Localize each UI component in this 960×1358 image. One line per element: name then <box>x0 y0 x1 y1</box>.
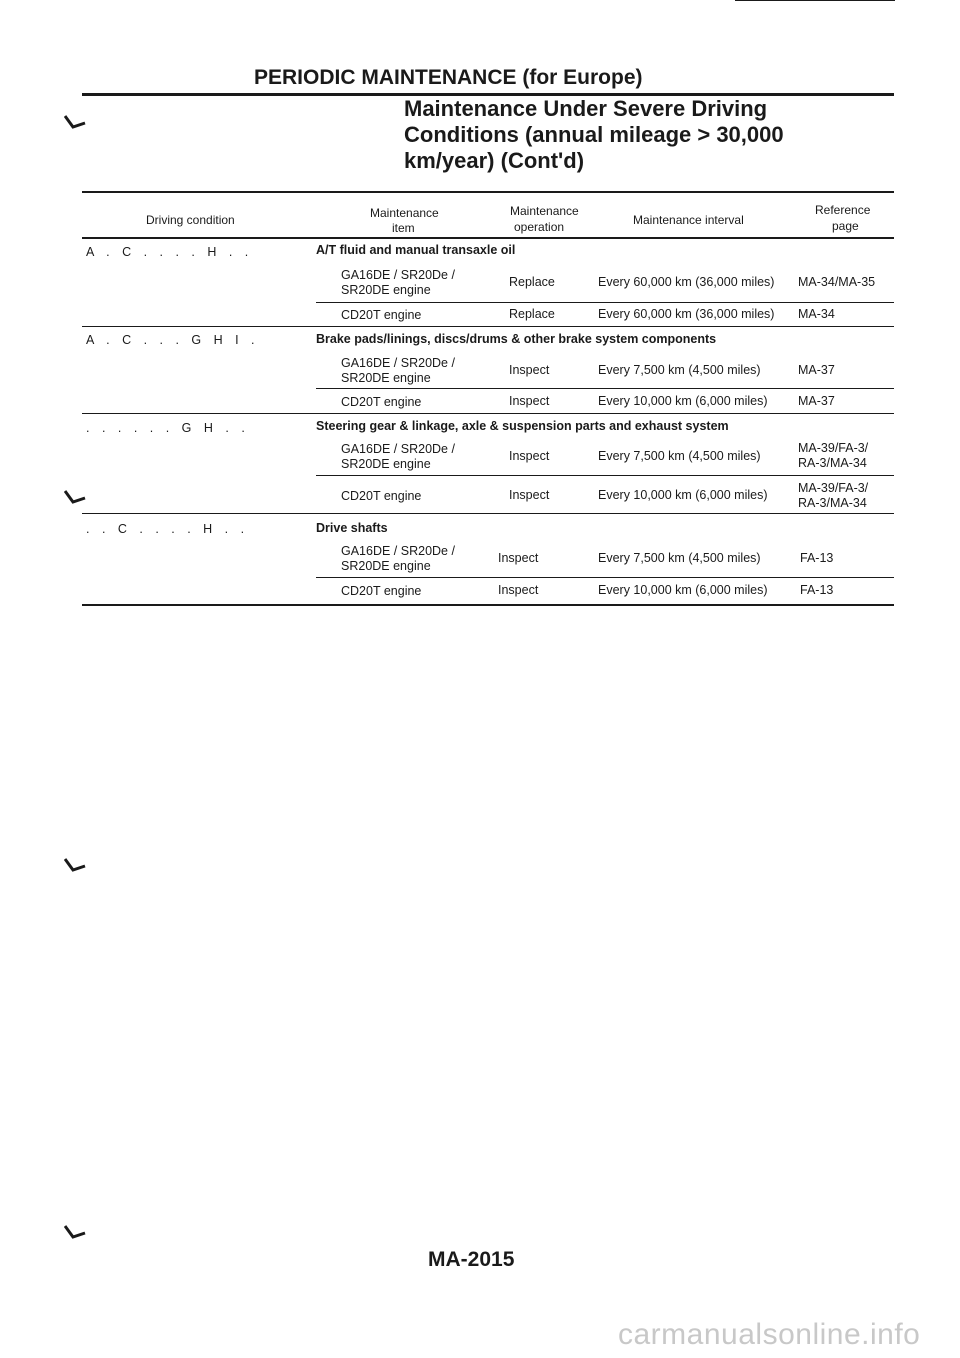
page-number: MA-2015 <box>428 1248 515 1271</box>
table-top-rule <box>82 191 894 193</box>
reference-line-1: MA-39/FA-3/ <box>798 441 869 455</box>
col-header-reference-2: page <box>832 219 859 233</box>
operation: Inspect <box>509 394 550 408</box>
subtitle-line-3: km/year) (Cont'd) <box>404 148 585 173</box>
operation: Inspect <box>509 449 550 463</box>
top-edge-line <box>735 0 895 1</box>
interval: Every 7,500 km (4,500 miles) <box>598 551 761 565</box>
col-header-driving-condition: Driving condition <box>146 213 235 227</box>
item-line-2: SR20DE engine <box>341 371 431 385</box>
reference: MA-34/MA-35 <box>798 275 876 289</box>
reference-line-2: RA-3/MA-34 <box>798 496 867 510</box>
item-line-2: SR20DE engine <box>341 457 431 471</box>
margin-mark <box>64 858 86 872</box>
row-divider <box>316 577 894 578</box>
group-divider <box>82 413 894 414</box>
operation: Replace <box>509 307 555 321</box>
operation: Replace <box>509 275 555 289</box>
section-title: PERIODIC MAINTENANCE (for Europe) <box>254 66 643 89</box>
watermark: carmanualsonline.info <box>618 1318 921 1351</box>
interval: Every 7,500 km (4,500 miles) <box>598 449 761 463</box>
interval: Every 10,000 km (6,000 miles) <box>598 488 768 502</box>
reference-line-1: MA-39/FA-3/ <box>798 481 869 495</box>
item-line-2: SR20DE engine <box>341 283 431 297</box>
subtitle-line-1: Maintenance Under Severe Driving <box>404 96 768 121</box>
item-line-2: SR20DE engine <box>341 559 431 573</box>
row-divider <box>316 388 894 389</box>
col-header-item-2: item <box>392 221 415 235</box>
col-header-item-1: Maintenance <box>370 206 439 220</box>
reference: FA-13 <box>800 551 834 565</box>
item-line-1: GA16DE / SR20De / <box>341 268 455 282</box>
item: CD20T engine <box>341 489 422 503</box>
reference-line-2: RA-3/MA-34 <box>798 456 867 470</box>
item-line-1: GA16DE / SR20De / <box>341 442 455 456</box>
reference: MA-37 <box>798 394 835 408</box>
item: CD20T engine <box>341 395 422 409</box>
item-line-1: GA16DE / SR20De / <box>341 356 455 370</box>
interval: Every 60,000 km (36,000 miles) <box>598 275 775 289</box>
group-title: A/T fluid and manual transaxle oil <box>316 243 516 257</box>
driving-condition-codes: A . C . . . . H . . <box>86 245 249 259</box>
reference: FA-13 <box>800 583 834 597</box>
col-header-operation-2: operation <box>514 220 565 234</box>
margin-mark <box>64 115 86 129</box>
item: CD20T engine <box>341 584 422 598</box>
margin-mark <box>64 490 86 504</box>
col-header-interval: Maintenance interval <box>633 213 744 227</box>
group-divider <box>82 513 894 514</box>
driving-condition-codes: A . C . . . G H I . <box>86 333 255 347</box>
subtitle-line-2: Conditions (annual mileage > 30,000 <box>404 122 784 147</box>
col-header-reference-1: Reference <box>815 203 871 217</box>
item: CD20T engine <box>341 308 422 322</box>
driving-condition-codes: . . C . . . . H . . <box>86 522 245 536</box>
margin-mark <box>64 1225 86 1239</box>
driving-condition-codes: . . . . . . G H . . <box>86 421 245 435</box>
interval: Every 10,000 km (6,000 miles) <box>598 583 768 597</box>
row-divider <box>316 475 894 476</box>
table-bottom-rule <box>82 604 894 606</box>
operation: Inspect <box>509 363 550 377</box>
col-header-operation-1: Maintenance <box>510 204 579 218</box>
reference: MA-37 <box>798 363 835 377</box>
item-line-1: GA16DE / SR20De / <box>341 544 455 558</box>
group-divider <box>82 326 894 327</box>
operation: Inspect <box>498 551 539 565</box>
group-title: Brake pads/linings, discs/drums & other brake system components <box>316 332 717 346</box>
group-title: Steering gear & linkage, axle & suspension parts and exhaust system <box>316 419 729 433</box>
interval: Every 7,500 km (4,500 miles) <box>598 363 761 377</box>
group-title: Drive shafts <box>316 521 388 535</box>
interval: Every 10,000 km (6,000 miles) <box>598 394 768 408</box>
operation: Inspect <box>509 488 550 502</box>
reference: MA-34 <box>798 307 835 321</box>
row-divider <box>316 302 894 303</box>
interval: Every 60,000 km (36,000 miles) <box>598 307 775 321</box>
header-bottom-rule <box>82 237 894 239</box>
operation: Inspect <box>498 583 539 597</box>
